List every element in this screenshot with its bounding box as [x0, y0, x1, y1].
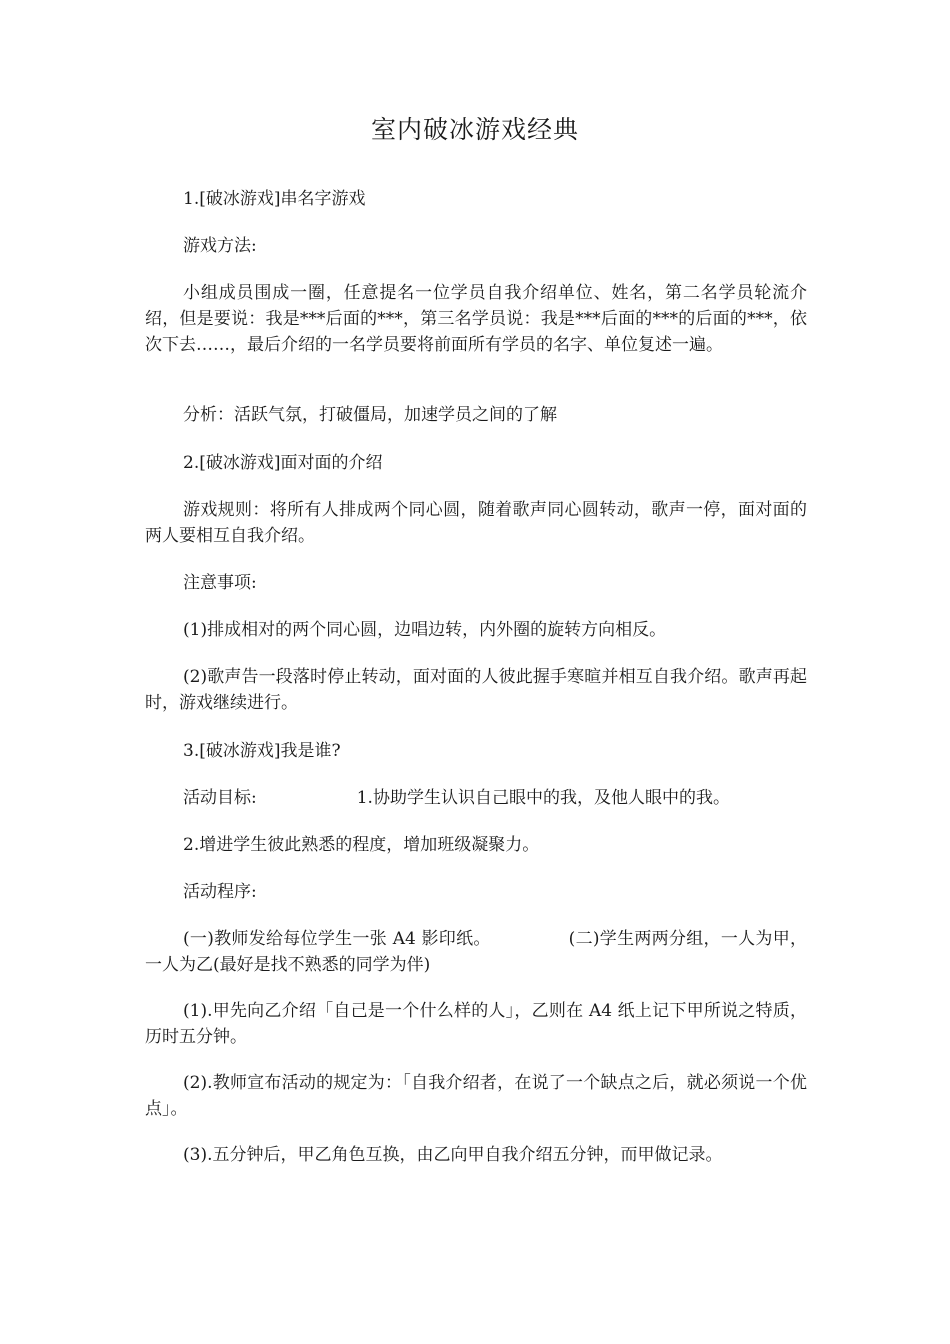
section-3-goal-1: 1.协助学生认识自己眼中的我，及他人眼中的我。 — [356, 788, 730, 808]
page-title: 室内破冰游戏经典 — [370, 115, 579, 144]
section-3-goal-2: 2.增进学生彼此熟悉的程度，增加班级凝聚力。 — [183, 835, 540, 855]
section-3-step-1a: (一)教师发给每位学生一张 A4 影印纸。 — [183, 929, 491, 949]
section-1-method-text: 小组成员围成一圈，任意提名一位学员自我介绍单位、姓名，第二名学员轮流介绍，但是要说：我是***后面的***，第三名学员说：我是***后面的***的后面的***，依次下去……，最后介绍的一名学员要将前面所有学员的名字、单位复述一遍。 — [145, 283, 807, 355]
section-3-step-1b: (二)学生两两分组，一人为甲，一人为乙(最好是找不熟悉的同学为伴) — [145, 929, 807, 975]
section-3-procedure-label: 活动程序: — [183, 882, 257, 902]
section-1-method-label: 游戏方法: — [183, 236, 257, 256]
section-3-heading: 3.[破冰游戏]我是谁? — [183, 741, 341, 761]
section-1-analysis: 分析：活跃气氛，打破僵局，加速学员之间的了解 — [183, 405, 557, 425]
section-1-heading: 1.[破冰游戏]串名字游戏 — [183, 189, 366, 209]
section-3-step-1 — [145, 926, 807, 978]
section-3-sub-1: (1).甲先向乙介绍「自己是一个什么样的人」，乙则在 A4 纸上记下甲所说之特质，历时五分钟。 — [145, 1001, 807, 1047]
section-3-goal-label: 活动目标: — [183, 788, 257, 808]
section-3-sub-2: (2).教师宣布活动的规定为：「自我介绍者，在说了一个缺点之后，就必须说一个优点」。 — [145, 1073, 807, 1119]
section-3-goal-row — [145, 785, 807, 811]
section-2-note-2: (2)歌声告一段落时停止转动，面对面的人彼此握手寒暄并相互自我介绍。歌声再起时，游戏继续进行。 — [145, 667, 807, 713]
section-3-sub-3: (3).五分钟后，甲乙角色互换，由乙向甲自我介绍五分钟，而甲做记录。 — [183, 1145, 723, 1165]
section-2-rules: 游戏规则：将所有人排成两个同心圆，随着歌声同心圆转动，歌声一停，面对面的两人要相互自我介绍。 — [145, 500, 807, 546]
section-2-note-1: (1)排成相对的两个同心圆，边唱边转，内外圈的旋转方向相反。 — [183, 620, 667, 640]
section-2-notes-label: 注意事项: — [183, 573, 257, 593]
section-2-heading: 2.[破冰游戏]面对面的介绍 — [183, 453, 383, 473]
